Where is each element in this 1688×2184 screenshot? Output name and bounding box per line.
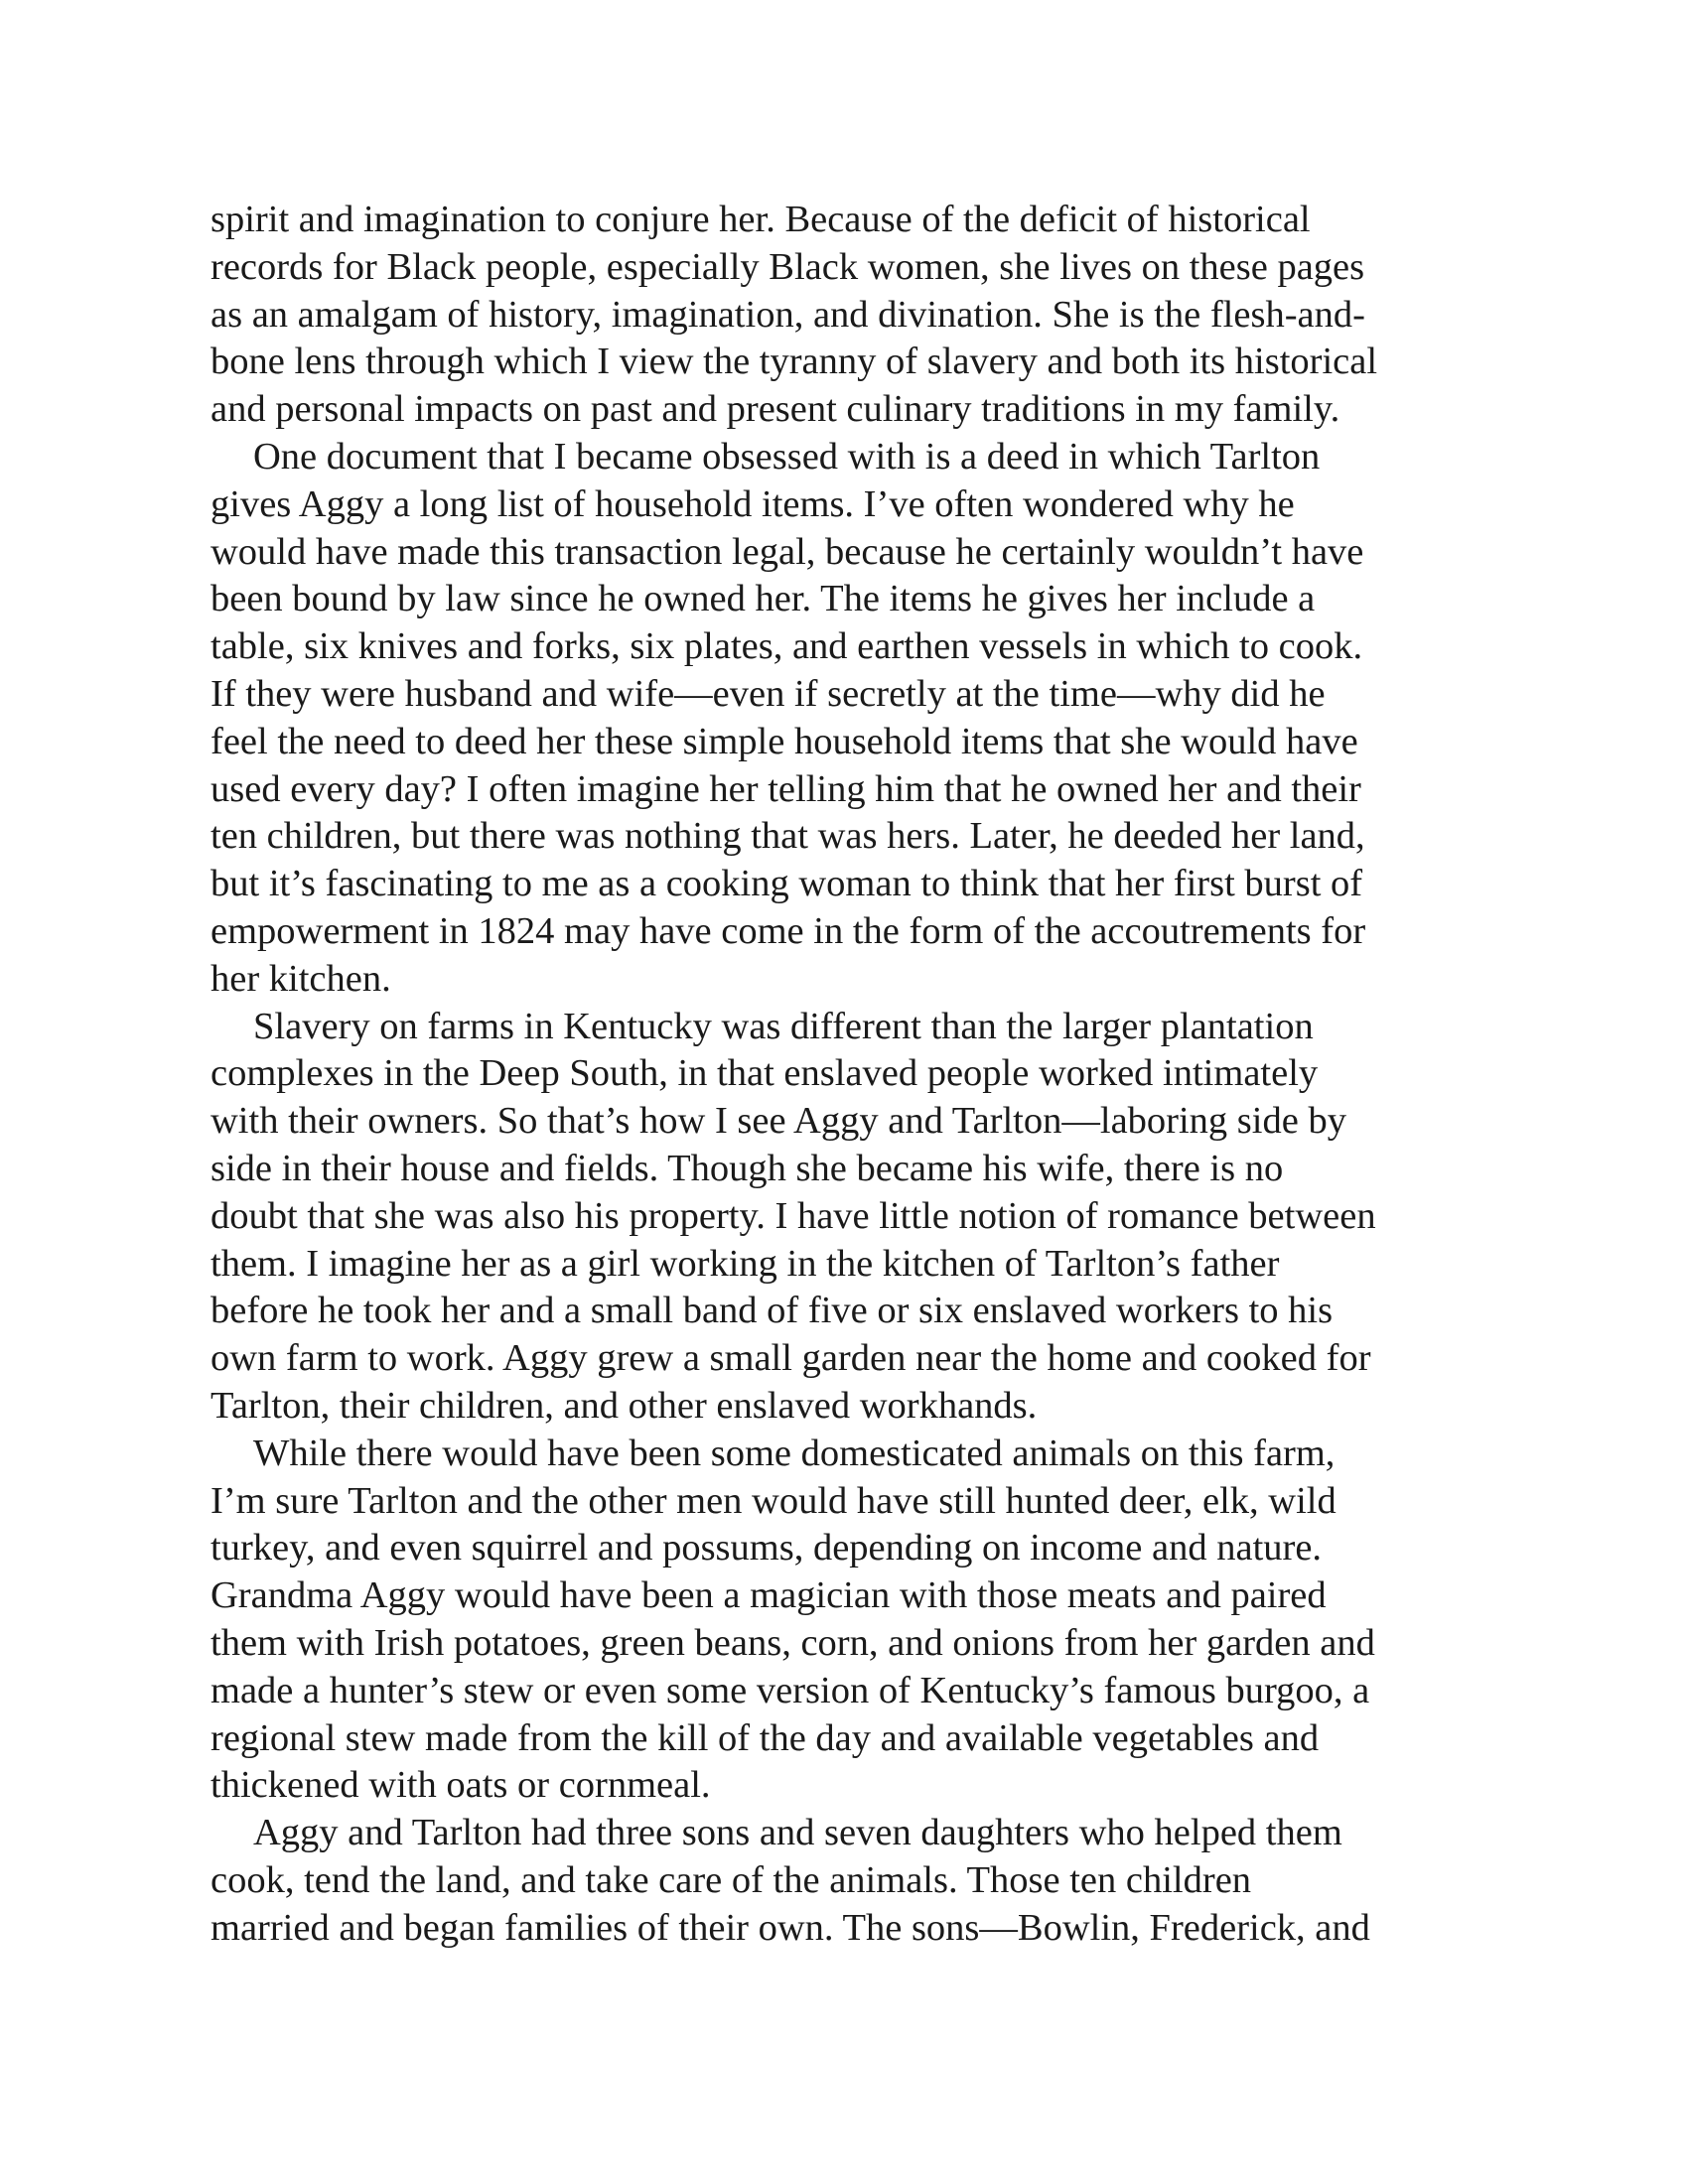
text-line: ten children, but there was nothing that was hers. Later, he deeded her land, <box>211 815 1365 858</box>
text-line: bone lens through which I view the tyranny of slavery and both its historical <box>211 341 1378 383</box>
text-line: complexes in the Deep South, in that enslaved people worked intimately <box>211 1052 1319 1095</box>
text-line: side in their house and fields. Though she became his wife, there is no <box>211 1147 1284 1189</box>
text-line: Tarlton, their children, and other enslaved workhands. <box>211 1384 1038 1427</box>
text-line: with their owners. So that’s how I see Aggy and Tarlton—laboring side by <box>211 1100 1346 1143</box>
text-line: turkey, and even squirrel and possums, depending on income and nature. <box>211 1527 1323 1570</box>
text-line: I’m sure Tarlton and the other men would have still hunted deer, elk, wild <box>211 1479 1336 1522</box>
text-line: thickened with oats or cornmeal. <box>211 1764 711 1807</box>
text-line: empowerment in 1824 may have come in the form of the accoutrements for <box>211 909 1366 952</box>
paragraph <box>211 434 1501 1004</box>
text-line: regional stew made from the kill of the day and available vegetables and <box>211 1716 1320 1759</box>
text-line: used every day? I often imagine her telling him that he owned her and their <box>211 767 1361 810</box>
paragraph <box>211 1810 1501 1952</box>
text-line: own farm to work. Aggy grew a small garden near the home and cooked for <box>211 1337 1371 1380</box>
text-line: been bound by law since he owned her. The items he gives her include a <box>211 578 1316 620</box>
text-line: One document that I became obsessed with is a deed in which Tarlton <box>253 435 1321 478</box>
text-line: them with Irish potatoes, green beans, corn, and onions from her garden and <box>211 1621 1375 1664</box>
text-line: spirit and imagination to conjure her. Because of the deficit of historical <box>211 199 1311 240</box>
paragraph <box>211 1431 1501 1810</box>
text-line: cook, tend the land, and take care of the animals. Those ten children <box>211 1858 1252 1901</box>
text-line: would have made this transaction legal, because he certainly wouldn’t have <box>211 530 1364 573</box>
paragraph <box>211 1004 1501 1431</box>
text-line: made a hunter’s stew or even some version of Kentucky’s famous burgoo, a <box>211 1669 1370 1711</box>
text-line: doubt that she was also his property. I have little notion of romance between <box>211 1194 1376 1237</box>
text-line: and personal impacts on past and present culinary traditions in my family. <box>211 388 1340 431</box>
text-line: records for Black people, especially Black women, she lives on these pages <box>211 245 1365 288</box>
text-line: her kitchen. <box>211 957 391 1000</box>
body-text <box>211 197 1501 1952</box>
text-line: If they were husband and wife—even if secretly at the time—why did he <box>211 672 1326 715</box>
text-line: table, six knives and forks, six plates, and earthen vessels in which to cook. <box>211 625 1363 668</box>
paragraph <box>211 197 1501 434</box>
text-line: Grandma Aggy would have been a magician with those meats and paired <box>211 1574 1327 1617</box>
text-line: Aggy and Tarlton had three sons and seven daughters who helped them <box>253 1812 1342 1854</box>
text-line: gives Aggy a long list of household items. I’ve often wondered why he <box>211 482 1295 525</box>
text-line: While there would have been some domesticated animals on this farm, <box>253 1432 1336 1474</box>
text-line: married and began families of their own. The sons—Bowlin, Frederick, and <box>211 1906 1370 1949</box>
text-line: before he took her and a small band of five or six enslaved workers to his <box>211 1290 1334 1332</box>
text-line: as an amalgam of history, imagination, and divination. She is the flesh-and- <box>211 293 1365 336</box>
text-line: Slavery on farms in Kentucky was different than the larger plantation <box>253 1005 1314 1047</box>
text-line: but it’s fascinating to me as a cooking woman to think that her first burst of <box>211 863 1363 905</box>
text-line: feel the need to deed her these simple household items that she would have <box>211 720 1358 762</box>
text-line: them. I imagine her as a girl working in the kitchen of Tarlton’s father <box>211 1242 1280 1285</box>
